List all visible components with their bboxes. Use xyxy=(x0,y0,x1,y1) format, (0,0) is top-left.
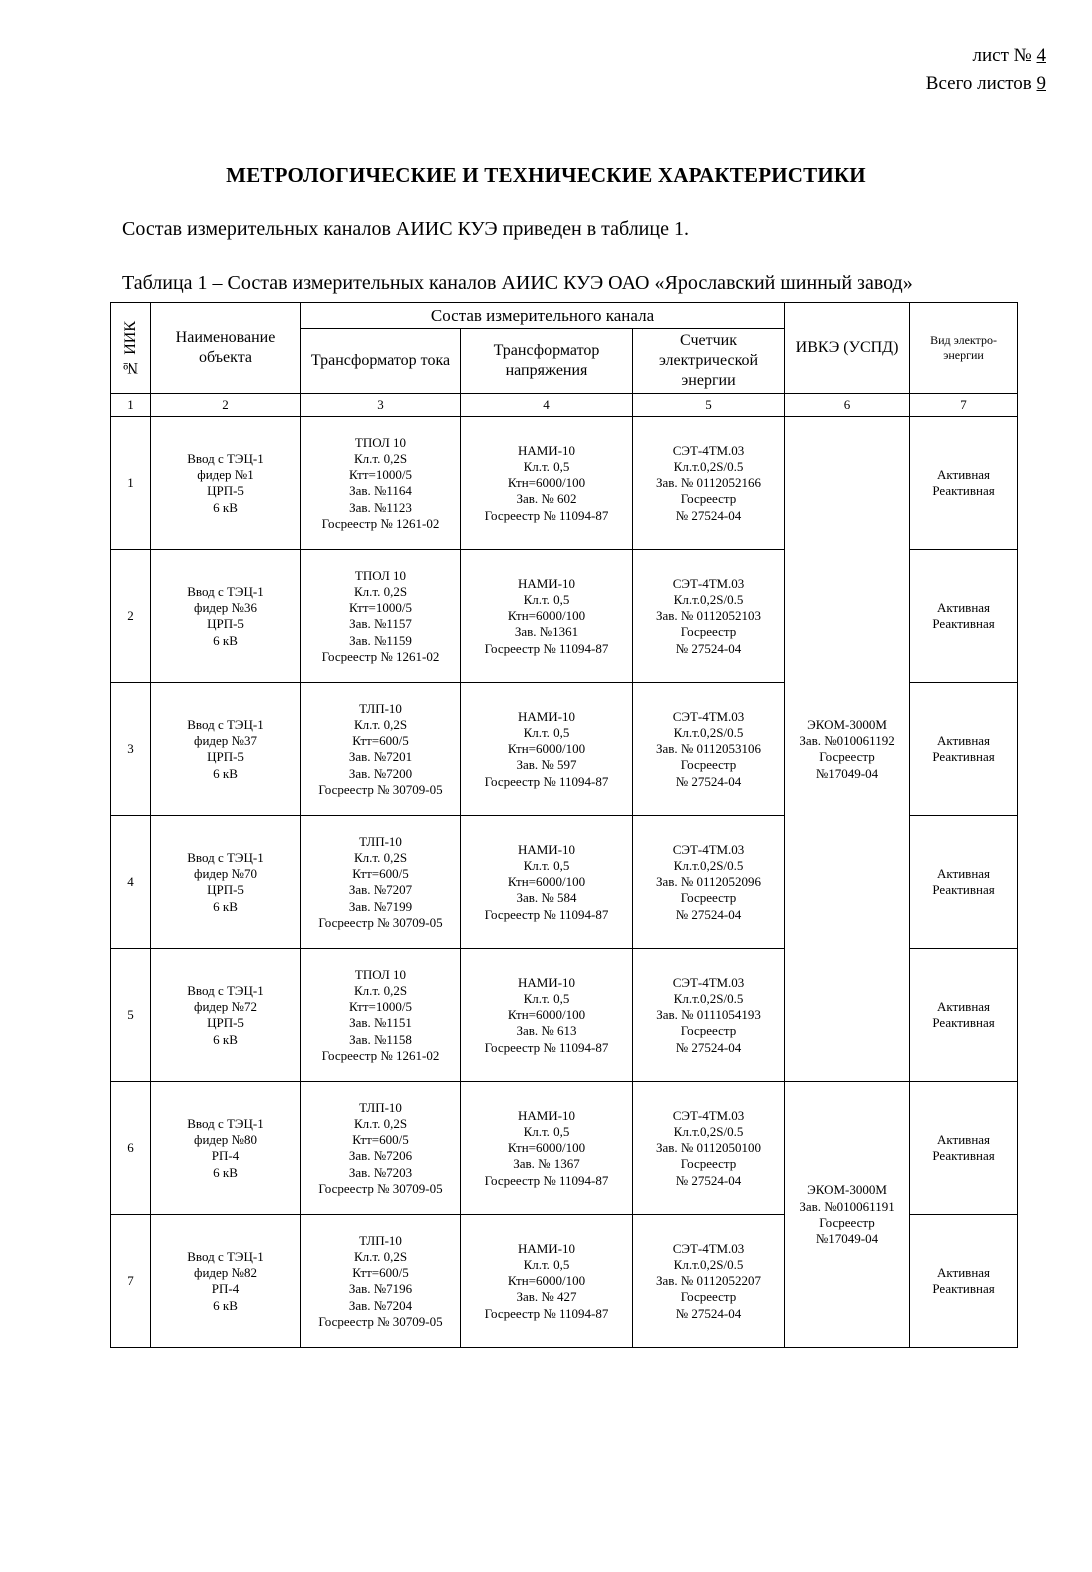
object-line: 6 кВ xyxy=(213,632,238,648)
ct-line: Кл.т. 0,2S xyxy=(353,982,408,998)
cell-iik: 6 xyxy=(111,1082,151,1215)
table-row xyxy=(111,417,1018,550)
meter-line: № 27524-04 xyxy=(675,1172,742,1188)
ct-line: Госреестр № 1261-02 xyxy=(321,515,440,531)
cell-voltage-transformer xyxy=(461,683,633,816)
energy-line: Активная xyxy=(937,1265,991,1280)
cell-iik: 5 xyxy=(111,949,151,1082)
object-line: фидер №1 xyxy=(197,467,254,482)
meter-line: Кл.т.0,2S/0.5 xyxy=(673,591,744,607)
column-number: 4 xyxy=(461,394,633,417)
header-iik xyxy=(111,303,151,394)
energy-line: Активная xyxy=(937,866,991,881)
vt-line: НАМИ-10 xyxy=(517,974,576,990)
ct-line: Зав. №7201 xyxy=(348,749,413,765)
cell-ivke xyxy=(785,1082,910,1348)
vt-line: Госреестр № 11094-87 xyxy=(484,640,609,656)
meter-line: Зав. № 0112052166 xyxy=(655,475,762,491)
object-line: Ввод с ТЭЦ-1 xyxy=(187,716,264,732)
ct-line: Кл.т. 0,2S xyxy=(353,1248,408,1264)
cell-object xyxy=(151,683,301,816)
table-body xyxy=(111,417,1018,1348)
meter-line: СЭТ-4ТМ.03 xyxy=(672,1107,745,1123)
ct-line: Кл.т. 0,2S xyxy=(353,716,408,732)
vt-line: Кл.т. 0,5 xyxy=(523,1256,570,1272)
energy-line: Реактивная xyxy=(932,882,995,898)
object-line: Ввод с ТЭЦ-1 xyxy=(187,849,264,865)
meter-line: № 27524-04 xyxy=(675,1305,742,1321)
header-current-transformer: Трансформатор тока xyxy=(301,329,461,394)
ct-line: Зав. №1158 xyxy=(349,1031,412,1047)
sheet-label: лист № xyxy=(972,45,1037,66)
ct-line: Госреестр № 30709-05 xyxy=(318,1180,443,1196)
vt-line: Зав. № 427 xyxy=(516,1289,577,1305)
meter-line: Зав. № 0112050100 xyxy=(655,1140,762,1156)
cell-current-transformer xyxy=(301,683,461,816)
ct-line: Зав. №7207 xyxy=(348,882,413,898)
meter-line: № 27524-04 xyxy=(675,640,742,656)
cell-ivke xyxy=(785,417,910,1082)
object-line: фидер №37 xyxy=(194,733,257,748)
ct-line: Зав. №7200 xyxy=(348,765,413,781)
ct-line: Зав. №7196 xyxy=(348,1281,413,1297)
sheet-number-line xyxy=(926,42,1046,70)
object-line: 6 кВ xyxy=(213,1031,238,1047)
object-line: РП-4 xyxy=(211,1148,240,1164)
meter-line: Кл.т.0,2S/0.5 xyxy=(673,1123,744,1139)
energy-line: Активная xyxy=(937,600,991,615)
ct-line: ТЛП-10 xyxy=(359,1232,402,1248)
column-number-row xyxy=(111,394,1018,417)
vt-line: Кл.т. 0,5 xyxy=(523,458,570,474)
cell-object xyxy=(151,816,301,949)
cell-iik: 1 xyxy=(111,417,151,550)
table-row xyxy=(111,1082,1018,1215)
sheet-header xyxy=(926,42,1046,97)
meter-line: СЭТ-4ТМ.03 xyxy=(672,442,745,458)
ct-line: Ктт=600/5 xyxy=(352,733,409,748)
ct-line: Зав. №1159 xyxy=(349,632,412,648)
vt-line: Ктн=6000/100 xyxy=(507,1007,586,1023)
cell-meter xyxy=(633,816,785,949)
meter-line: Госреестр xyxy=(680,1156,737,1172)
cell-meter xyxy=(633,1082,785,1215)
energy-line: Активная xyxy=(937,1132,991,1147)
ct-line: Зав. №1151 xyxy=(349,1015,412,1031)
total-sheets-line xyxy=(926,70,1046,98)
object-line: Ввод с ТЭЦ-1 xyxy=(187,450,264,466)
meter-line: СЭТ-4ТМ.03 xyxy=(672,708,745,724)
total-label: Всего листов xyxy=(925,72,1037,94)
meter-line: Зав. № 0112053106 xyxy=(655,741,762,757)
cell-voltage-transformer xyxy=(461,816,633,949)
vt-line: Ктн=6000/100 xyxy=(507,1273,586,1289)
vt-line: Кл.т. 0,5 xyxy=(523,591,570,607)
vt-line: Ктн=6000/100 xyxy=(507,475,586,491)
meter-line: Кл.т.0,2S/0.5 xyxy=(673,458,744,474)
object-line: Ввод с ТЭЦ-1 xyxy=(187,1248,264,1264)
cell-current-transformer xyxy=(301,1215,461,1348)
ct-line: Зав. №1157 xyxy=(349,616,412,632)
header-meter: Счетчик электрической энергии xyxy=(633,329,785,394)
ct-line: Ктт=1000/5 xyxy=(349,999,412,1014)
cell-energy-type xyxy=(910,417,1018,550)
meter-line: Кл.т.0,2S/0.5 xyxy=(673,1256,744,1272)
vt-line: Госреестр № 11094-87 xyxy=(484,507,609,523)
vt-line: НАМИ-10 xyxy=(517,1240,576,1256)
meter-line: № 27524-04 xyxy=(675,507,742,523)
object-line: 6 кВ xyxy=(213,499,238,515)
ct-line: Ктт=1000/5 xyxy=(349,600,412,615)
meter-line: Госреестр xyxy=(680,624,737,640)
cell-voltage-transformer xyxy=(461,550,633,683)
cell-iik: 3 xyxy=(111,683,151,816)
ct-line: Ктт=600/5 xyxy=(352,1265,409,1280)
ct-line: Ктт=1000/5 xyxy=(349,467,412,482)
ct-line: Зав. №7206 xyxy=(348,1148,413,1164)
cell-energy-type xyxy=(910,1082,1018,1215)
object-line: фидер №80 xyxy=(194,1132,257,1147)
vt-line: Зав. № 584 xyxy=(516,890,577,906)
cell-current-transformer xyxy=(301,1082,461,1215)
energy-line: Активная xyxy=(937,733,991,748)
column-number: 1 xyxy=(111,394,151,417)
meter-line: № 27524-04 xyxy=(675,1039,742,1055)
cell-meter xyxy=(633,683,785,816)
header-object: Наименование объекта xyxy=(151,303,301,394)
meter-line: № 27524-04 xyxy=(675,906,742,922)
vt-line: Ктн=6000/100 xyxy=(507,874,586,890)
meter-line: СЭТ-4ТМ.03 xyxy=(672,841,745,857)
ct-line: ТПОЛ 10 xyxy=(354,434,407,450)
vt-line: Ктн=6000/100 xyxy=(507,608,586,624)
meter-line: Госреестр xyxy=(680,1023,737,1039)
table-caption: Таблица 1 – Состав измерительных каналов АИИС КУЭ ОАО «Ярославский шинный завод» xyxy=(122,272,913,294)
object-line: 6 кВ xyxy=(213,898,238,914)
object-line: фидер №82 xyxy=(194,1265,257,1280)
ct-line: ТЛП-10 xyxy=(359,1099,402,1115)
ct-line: Зав. №7204 xyxy=(348,1297,413,1313)
header-channel-group: Состав измерительного канала xyxy=(301,303,785,329)
ivke-line: №17049-04 xyxy=(815,1231,879,1246)
object-line: Ввод с ТЭЦ-1 xyxy=(187,1115,264,1131)
ct-line: Госреестр № 1261-02 xyxy=(321,648,440,664)
ct-line: ТЛП-10 xyxy=(359,833,402,849)
meter-line: Кл.т.0,2S/0.5 xyxy=(673,857,744,873)
column-number: 7 xyxy=(910,394,1018,417)
ct-line: Ктт=600/5 xyxy=(352,866,409,881)
object-line: ЦРП-5 xyxy=(207,749,244,765)
vt-line: НАМИ-10 xyxy=(517,575,576,591)
meter-line: Зав. № 0111054193 xyxy=(656,1007,761,1023)
column-number: 3 xyxy=(301,394,461,417)
cell-meter xyxy=(633,1215,785,1348)
meter-line: Госреестр xyxy=(680,890,737,906)
cell-energy-type xyxy=(910,949,1018,1082)
cell-meter xyxy=(633,949,785,1082)
cell-current-transformer xyxy=(301,417,461,550)
vt-line: Зав. № 1367 xyxy=(513,1156,580,1172)
vt-line: Зав. № 602 xyxy=(516,491,577,507)
meter-line: Госреестр xyxy=(680,1289,737,1305)
sheet-number: 4 xyxy=(1036,45,1046,66)
table-header-row-1 xyxy=(111,303,1018,329)
object-line: 6 кВ xyxy=(213,1164,238,1180)
header-iik-label: № ИИК xyxy=(121,320,139,376)
cell-object xyxy=(151,1082,301,1215)
measurement-channels-table xyxy=(110,302,1018,1348)
page-title: МЕТРОЛОГИЧЕСКИЕ И ТЕХНИЧЕСКИЕ ХАРАКТЕРИСТИКИ xyxy=(226,163,866,187)
ct-line: ТПОЛ 10 xyxy=(354,567,407,583)
ivke-line: №17049-04 xyxy=(815,765,879,781)
vt-line: Госреестр № 11094-87 xyxy=(484,906,609,922)
ct-line: Кл.т. 0,2S xyxy=(353,1115,408,1131)
energy-line: Реактивная xyxy=(932,616,995,632)
ivke-line: Госреестр xyxy=(819,749,875,765)
object-line: Ввод с ТЭЦ-1 xyxy=(187,982,264,998)
energy-line: Реактивная xyxy=(932,483,995,499)
cell-voltage-transformer xyxy=(461,1215,633,1348)
meter-line: Кл.т.0,2S/0.5 xyxy=(673,990,744,1006)
ct-line: Ктт=600/5 xyxy=(352,1132,409,1147)
cell-energy-type xyxy=(910,1215,1018,1348)
cell-object xyxy=(151,1215,301,1348)
column-number: 6 xyxy=(785,394,910,417)
meter-line: Зав. № 0112052207 xyxy=(655,1273,762,1289)
cell-iik: 7 xyxy=(111,1215,151,1348)
vt-line: Кл.т. 0,5 xyxy=(523,724,570,740)
ivke-line: ЭКОМ-3000М xyxy=(807,1182,887,1198)
meter-line: СЭТ-4ТМ.03 xyxy=(672,575,745,591)
cell-voltage-transformer xyxy=(461,1082,633,1215)
object-line: фидер №72 xyxy=(194,999,257,1014)
ct-line: Зав. №1164 xyxy=(349,483,412,499)
energy-line: Активная xyxy=(937,999,991,1014)
energy-line: Активная xyxy=(937,467,991,482)
ct-line: Кл.т. 0,2S xyxy=(353,583,408,599)
cell-current-transformer xyxy=(301,816,461,949)
cell-energy-type xyxy=(910,550,1018,683)
object-line: Ввод с ТЭЦ-1 xyxy=(187,583,264,599)
vt-line: Кл.т. 0,5 xyxy=(523,1123,570,1139)
object-line: 6 кВ xyxy=(213,765,238,781)
ivke-line: Зав. №010061192 xyxy=(799,733,895,748)
object-line: 6 кВ xyxy=(213,1297,238,1313)
vt-line: НАМИ-10 xyxy=(517,442,576,458)
total-number: 9 xyxy=(1036,72,1046,94)
meter-line: Госреестр xyxy=(680,491,737,507)
energy-line: Реактивная xyxy=(932,1148,995,1164)
ct-line: Госреестр № 30709-05 xyxy=(318,914,443,930)
vt-line: Госреестр № 11094-87 xyxy=(484,773,609,789)
energy-line: Реактивная xyxy=(932,1281,995,1297)
intro-paragraph: Состав измерительных каналов АИИС КУЭ приведен в таблице 1. xyxy=(122,218,689,240)
vt-line: Кл.т. 0,5 xyxy=(523,857,570,873)
cell-object xyxy=(151,550,301,683)
header-energy-type: Вид электро-энергии xyxy=(910,303,1018,394)
cell-current-transformer xyxy=(301,949,461,1082)
meter-line: Госреестр xyxy=(680,757,737,773)
object-line: фидер №70 xyxy=(194,866,257,881)
object-line: фидер №36 xyxy=(194,600,257,615)
ivke-line: Зав. №010061191 xyxy=(799,1198,895,1214)
ivke-line: ЭКОМ-3000М xyxy=(807,716,887,732)
vt-line: Зав. №1361 xyxy=(514,624,579,640)
energy-line: Реактивная xyxy=(932,1015,995,1031)
meter-line: Кл.т.0,2S/0.5 xyxy=(673,724,744,740)
column-number: 5 xyxy=(633,394,785,417)
object-line: ЦРП-5 xyxy=(207,616,244,632)
ct-line: Кл.т. 0,2S xyxy=(353,849,408,865)
vt-line: Зав. № 597 xyxy=(516,757,577,773)
vt-line: Зав. № 613 xyxy=(516,1023,577,1039)
header-voltage-transformer: Трансформатор напряжения xyxy=(461,329,633,394)
energy-line: Реактивная xyxy=(932,749,995,765)
ct-line: Кл.т. 0,2S xyxy=(353,450,408,466)
meter-line: № 27524-04 xyxy=(675,773,742,789)
ct-line: ТПОЛ 10 xyxy=(354,966,407,982)
vt-line: Госреестр № 11094-87 xyxy=(484,1305,609,1321)
ct-line: Зав. №7199 xyxy=(348,898,413,914)
ct-line: Зав. №7203 xyxy=(348,1164,413,1180)
cell-current-transformer xyxy=(301,550,461,683)
cell-meter xyxy=(633,550,785,683)
cell-meter xyxy=(633,417,785,550)
vt-line: НАМИ-10 xyxy=(517,841,576,857)
object-line: РП-4 xyxy=(211,1281,240,1297)
vt-line: Кл.т. 0,5 xyxy=(523,990,570,1006)
meter-line: Зав. № 0112052096 xyxy=(655,874,762,890)
cell-iik: 2 xyxy=(111,550,151,683)
cell-iik: 4 xyxy=(111,816,151,949)
cell-energy-type xyxy=(910,683,1018,816)
ct-line: Госреестр № 1261-02 xyxy=(321,1047,440,1063)
column-number: 2 xyxy=(151,394,301,417)
cell-energy-type xyxy=(910,816,1018,949)
cell-object xyxy=(151,417,301,550)
meter-line: СЭТ-4ТМ.03 xyxy=(672,1240,745,1256)
vt-line: Госреестр № 11094-87 xyxy=(484,1172,609,1188)
object-line: ЦРП-5 xyxy=(207,882,244,898)
header-ivke: ИВКЭ (УСПД) xyxy=(785,303,910,394)
ct-line: Госреестр № 30709-05 xyxy=(318,1313,443,1329)
ct-line: Зав. №1123 xyxy=(349,499,412,515)
ct-line: Госреестр № 30709-05 xyxy=(318,781,443,797)
ct-line: ТЛП-10 xyxy=(359,700,402,716)
meter-line: Зав. № 0112052103 xyxy=(655,608,762,624)
ivke-line: Госреестр xyxy=(819,1214,875,1230)
vt-line: Ктн=6000/100 xyxy=(507,741,586,757)
cell-voltage-transformer xyxy=(461,417,633,550)
vt-line: Госреестр № 11094-87 xyxy=(484,1039,609,1055)
cell-object xyxy=(151,949,301,1082)
vt-line: Ктн=6000/100 xyxy=(507,1140,586,1156)
vt-line: НАМИ-10 xyxy=(517,1107,576,1123)
object-line: ЦРП-5 xyxy=(207,483,244,499)
meter-line: СЭТ-4ТМ.03 xyxy=(672,974,745,990)
cell-voltage-transformer xyxy=(461,949,633,1082)
object-line: ЦРП-5 xyxy=(207,1015,244,1031)
vt-line: НАМИ-10 xyxy=(517,708,576,724)
